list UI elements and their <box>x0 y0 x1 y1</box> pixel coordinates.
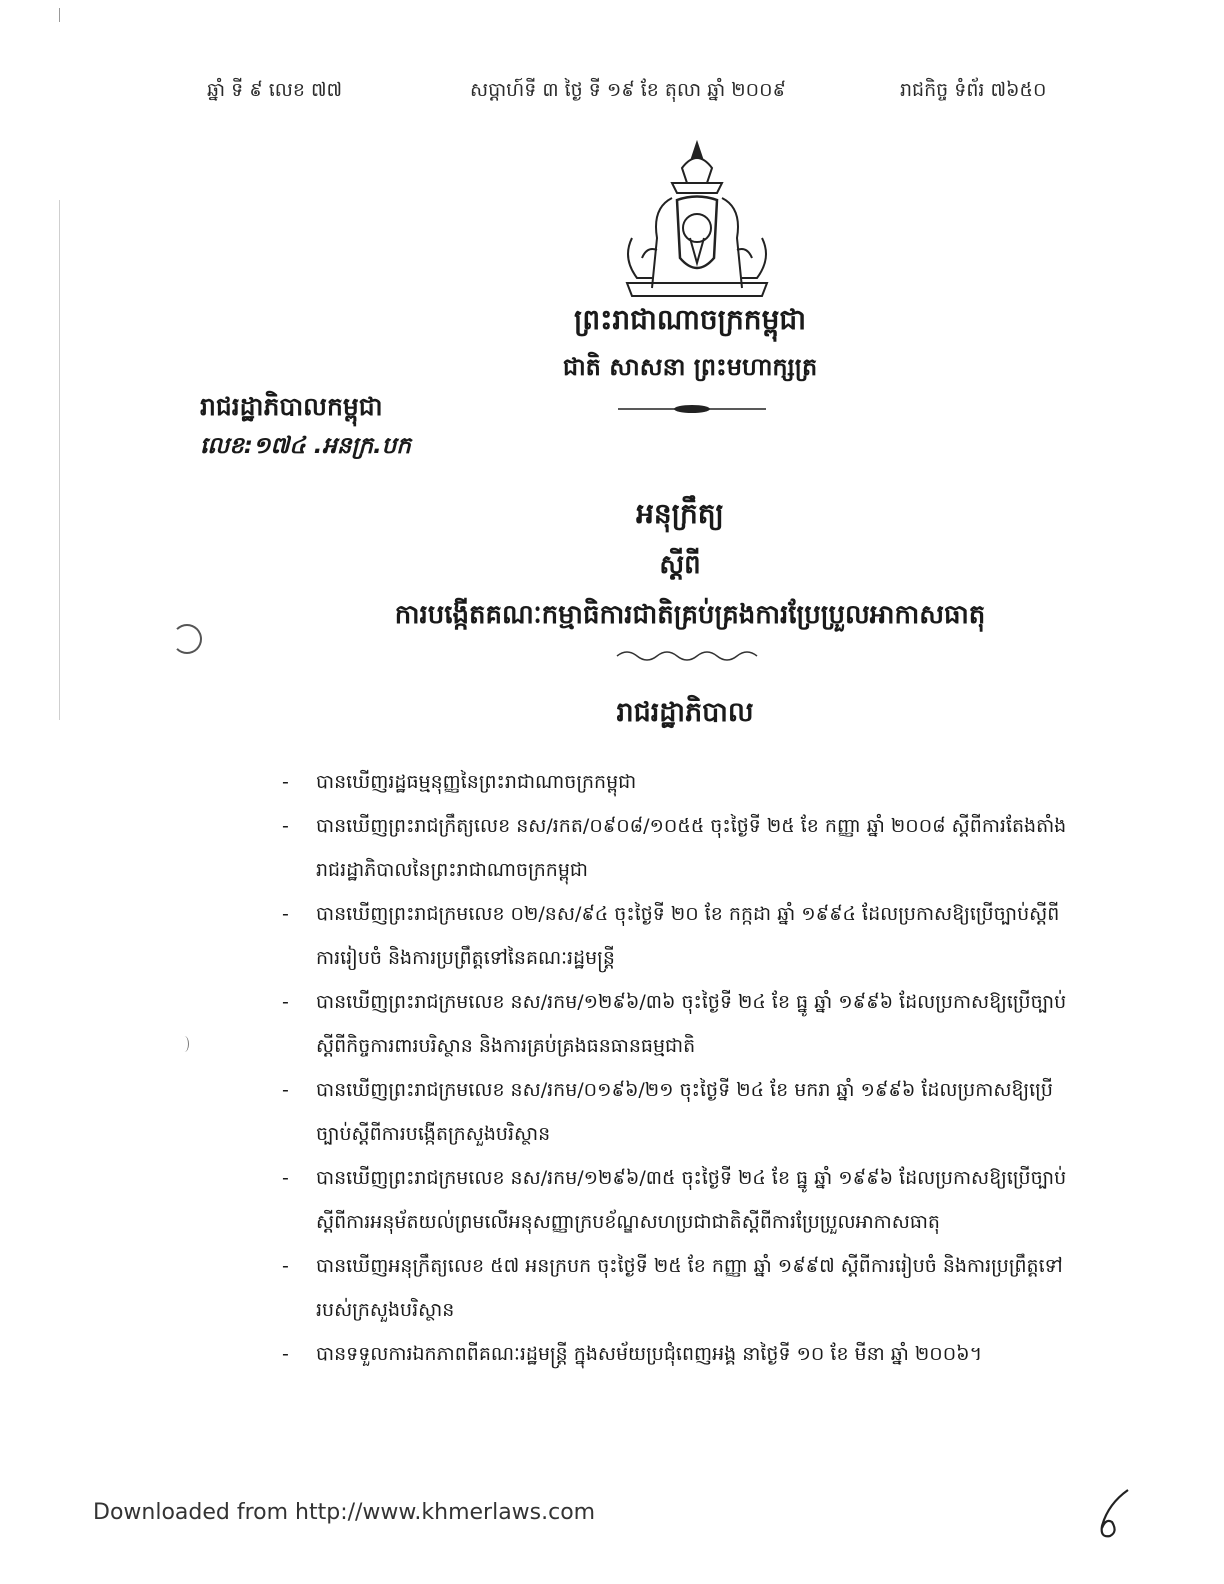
document-type: អនុក្រឹត្យ <box>636 497 724 530</box>
ornament-divider <box>618 400 766 412</box>
list-item: - បានឃើញអនុក្រឹត្យលេខ ៥៧ អនក្របក ចុះថ្ងៃទី ២៥ ខែ កញ្ញា ឆ្នាំ ១៩៩៧ ស្តីពីការរៀបចំ និងការប្រព្រឹត្តទៅរបស់ក្រសួងបរិស្ថាន <box>282 1255 1063 1321</box>
margin-mark <box>180 1036 189 1052</box>
kingdom-title: ព្រះរាជាណាចក្រកម្ពុជា <box>573 303 806 336</box>
list-item: - បានឃើញព្រះរាជក្រឹត្យលេខ នស/រកត/០៩០៨/១០៥៥ ចុះថ្ងៃទី ២៥ ខែ កញ្ញា ឆ្នាំ ២០០៨ ស្តីពីការតែងតាំងរាជរដ្ឋាភិបាលនៃព្រះរាជាណាចក្រកម្ពុជា <box>282 815 1067 881</box>
hole-punch-mark <box>172 624 202 654</box>
list-item: - បានឃើញព្រះរាជក្រមលេខ នស/រកម/០១៩៦/២១ ចុះថ្ងៃទី ២៤ ខែ មករា ឆ្នាំ ១៩៩៦ ដែលប្រកាសឱ្យប្រើច្បាប់ស្តីពីការបង្កើតក្រសួងបរិស្ថាន <box>282 1079 1053 1145</box>
list-item: - បានឃើញព្រះរាជក្រមលេខ ០២/នស/៩៤ ចុះថ្ងៃទី ២០ ខែ កក្កដា ឆ្នាំ ១៩៩៤ ដែលប្រកាសឱ្យប្រើច្បាប់ស្តីពីការរៀបចំ និងការប្រព្រឹត្តទៅនៃគណៈរដ្ឋមន្ត្រី <box>282 903 1060 969</box>
scan-margin-mark <box>59 200 60 720</box>
scan-margin-mark <box>59 8 60 22</box>
handwritten-page-number <box>1090 1484 1140 1544</box>
ornament-flourish <box>612 646 762 666</box>
list-item: - បានឃើញព្រះរាជក្រមលេខ នស/រកម/១២៩៦/៣៦ ចុះថ្ងៃទី ២៤ ខែ ធ្នូ ឆ្នាំ ១៩៩៦ ដែលប្រកាសឱ្យប្រើច្បាប់ស្តីពីកិច្ចការពារបរិស្ថាន និងការគ្រប់គ្រងធនធានធម្មជាតិ <box>282 991 1067 1057</box>
gazette-page: រាជកិច្ច ទំព័រ ៧៦៥០ <box>900 79 1047 101</box>
list-item: - បានទទួលការឯកភាពពីគណៈរដ្ឋមន្ត្រី ក្នុងសម័យប្រជុំពេញអង្គ នាថ្ងៃទី ១០ ខែ មីនា ឆ្នាំ ២០០៦។ <box>282 1343 983 1365</box>
about-label: ស្តីពី <box>659 550 701 580</box>
document-subject: ការបង្កើតគណៈកម្មាធិការជាតិគ្រប់គ្រងការប្រែប្រួលអាកាសធាតុ <box>394 600 986 630</box>
gazette-date: សប្តាហ៍ទី ៣ ថ្ងៃ ទី ១៩ ខែ តុលា ឆ្នាំ ២០០៩ <box>470 79 786 101</box>
document-number: លេខ:១៧៤ .អនក្រ.បក <box>200 433 411 459</box>
download-source-footer: Downloaded from http://www.khmerlaws.com <box>93 1500 596 1525</box>
national-motto: ជាតិ សាសនា ព្រះមហាក្សត្រ <box>562 353 818 381</box>
list-item: - បានឃើញព្រះរាជក្រមលេខ នស/រកម/១២៩៦/៣៥ ចុះថ្ងៃទី ២៤ ខែ ធ្នូ ឆ្នាំ ១៩៩៦ ដែលប្រកាសឱ្យប្រើច្បាប់ស្តីពីការអនុម័តយល់ព្រមលើអនុសញ្ញាក្របខ័ណ្ឌសហប្រជាជាតិស្តីពីការប្រែប្រួលអាកាសធាតុ <box>282 1167 1067 1233</box>
preamble-list <box>282 760 1082 1376</box>
list-item: - បានឃើញរដ្ឋធម្មនុញ្ញនៃព្រះរាជាណាចក្រកម្ពុជា <box>282 771 637 793</box>
royal-coat-of-arms-icon <box>612 138 782 303</box>
government-heading: រាជរដ្ឋាភិបាល <box>616 697 754 728</box>
issuing-government: រាជរដ្ឋាភិបាលកម្ពុជា <box>200 392 383 421</box>
gazette-issue: ឆ្នាំ ទី ៩ លេខ ៧៧ <box>207 79 343 101</box>
